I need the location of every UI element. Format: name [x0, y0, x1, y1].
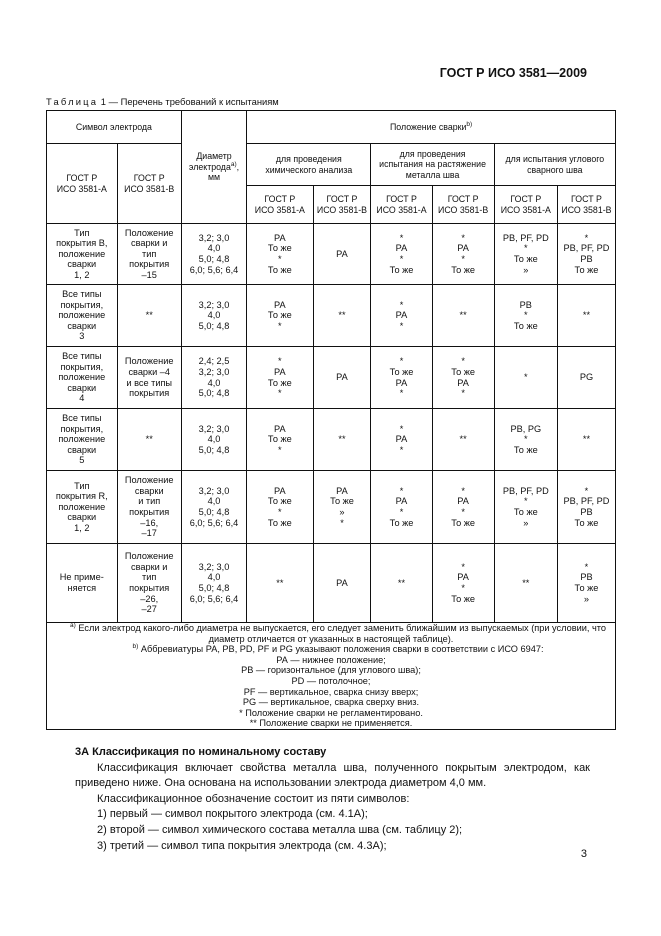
cell-electrode-type-b: ** [117, 409, 181, 471]
cell-electrode-type: Все типы покрытия, положение сварки 3 [47, 285, 118, 347]
section-list [75, 807, 590, 854]
note-a: $^{а)}$ Если электрод какого-либо диаметра не выпускается, его следует заменить ближайшим из выпускаемых (при условии, что диаметр отличается от указанных в настоящей таблице). [70, 621, 606, 644]
cell-tensile-gost-a: * То же РА * [371, 347, 432, 409]
cell-electrode-type-b: Положение сварки и тип покрытия –15 [117, 224, 181, 285]
header-tensile-test: для проведения испытания на растяжение металла шва [371, 144, 494, 186]
cell-chem-gost-b: ** [313, 409, 371, 471]
note-line: РА — нижнее положение; [276, 654, 386, 665]
document-code: ГОСТ Р ИСО 3581—2009 [439, 66, 587, 80]
cell-electrode-type-b: ** [117, 285, 181, 347]
cell-electrode-type-b: Положение сварки и тип покрытия –26, –27 [117, 544, 181, 623]
cell-fillet-gost-b: * РВ, РF, PD PB То же [557, 471, 615, 544]
table-caption [46, 96, 279, 107]
header-gost-a: ГОСТ Р ИСО 3581-А [47, 144, 118, 224]
table-row [47, 544, 616, 623]
cell-tensile-gost-b: * РА * То же [432, 471, 494, 544]
cell-fillet-gost-b: ** [557, 409, 615, 471]
cell-fillet-gost-a: РВ, PG * То же [494, 409, 557, 471]
cell-chem-gost-a: ** [247, 544, 313, 623]
note-line: ** Положение сварки не применяется. [249, 718, 413, 729]
cell-tensile-gost-b: * То же РА * [432, 347, 494, 409]
table-caption-label: Таблица [46, 96, 99, 107]
cell-tensile-gost-a: * РА * То же [371, 471, 432, 544]
list-item: 3) третий — символ типа покрытия электрода (см. 4.3А); [97, 839, 387, 852]
subheader-gost-a: ГОСТ Р ИСО 3581-А [494, 186, 557, 224]
cell-diameter: 3,2; 3,0 4,0 5,0; 4,8 [181, 285, 246, 347]
cell-chem-gost-a: РА То же * То же [247, 224, 313, 285]
cell-electrode-type-b: Положение сварки –4 и все типы покрытия [117, 347, 181, 409]
cell-chem-gost-a: * РА То же * [247, 347, 313, 409]
table-row [47, 347, 616, 409]
table-caption-number: 1 [100, 96, 106, 107]
section-title: 3А Классификация по номинальному составу [75, 746, 327, 758]
cell-fillet-gost-b: * PB То же » [557, 544, 615, 623]
section-paragraph: Классификационное обозначение состоит из пяти символов: [97, 792, 410, 805]
cell-fillet-gost-b: PG [557, 347, 615, 409]
note-line: PD — потолочное; [291, 675, 371, 686]
cell-chem-gost-a: РА То же * [247, 409, 313, 471]
cell-chem-gost-b: РА [313, 347, 371, 409]
cell-fillet-gost-a: ** [494, 544, 557, 623]
list-item: 1) первый — символ покрытого электрода (см. 4.1А); [97, 808, 368, 821]
table-body [47, 224, 616, 623]
note-line: PG — вертикальное, сварка сверху вниз. [242, 697, 420, 708]
note-line: PF — вертикальное, сварка снизу вверх; [243, 686, 419, 697]
table-notes [47, 623, 616, 730]
cell-electrode-type: Тип покрытия R, положение сварки 1, 2 [47, 471, 118, 544]
cell-fillet-gost-b: * РВ, РF, PD PB То же [557, 224, 615, 285]
table-row [47, 285, 616, 347]
cell-fillet-gost-a: РВ, РF, PD * То же » [494, 471, 557, 544]
cell-tensile-gost-b: * РА * То же [432, 224, 494, 285]
list-item: 2) второй — символ химического состава металла шва (см. таблицу 2); [97, 823, 463, 836]
cell-electrode-type: Все типы покрытия, положение сварки 5 [47, 409, 118, 471]
cell-fillet-gost-a: РВ * То же [494, 285, 557, 347]
subheader-gost-a: ГОСТ Р ИСО 3581-А [371, 186, 432, 224]
note-abbreviations [47, 655, 615, 729]
cell-fillet-gost-a: * [494, 347, 557, 409]
subheader-gost-b: ГОСТ Р ИСО 3581-В [557, 186, 615, 224]
cell-diameter: 3,2; 3,0 4,0 5,0; 4,8 6,0; 5,6; 6,4 [181, 544, 246, 623]
table-row [47, 471, 616, 544]
cell-tensile-gost-a: * РА * [371, 409, 432, 471]
note-line: * Положение сварки не регламентировано. [239, 707, 423, 718]
cell-diameter: 3,2; 3,0 4,0 5,0; 4,8 6,0; 5,6; 6,4 [181, 471, 246, 544]
cell-tensile-gost-a: * РА * [371, 285, 432, 347]
table-row [47, 224, 616, 285]
cell-electrode-type-b: Положение сварки и тип покрытия –16, –17 [117, 471, 181, 544]
table-caption-title: — Перечень требований к испытаниям [108, 96, 279, 107]
cell-electrode-type: Не приме- няется [47, 544, 118, 623]
cell-diameter: 3,2; 3,0 4,0 5,0; 4,8 [181, 409, 246, 471]
note-b: $^{b)}$ Аббревиатуры РА, РВ, PD, PF и PG указывают положения сварки в соответствии с ИСО 6947: [132, 643, 544, 655]
cell-electrode-type: Тип покрытия В, положение сварки 1, 2 [47, 224, 118, 285]
cell-tensile-gost-a: ** [371, 544, 432, 623]
cell-diameter: 2,4; 2,5 3,2; 3,0 4,0 5,0; 4,8 [181, 347, 246, 409]
header-gost-b: ГОСТ Р ИСО 3581-В [117, 144, 181, 224]
cell-chem-gost-b: РА [313, 224, 371, 285]
note-line: РВ — горизонтальное (для углового шва); [241, 665, 421, 676]
section-paragraph: Классификация включает свойства металла шва, полученного покрытым электродом, как приведено ниже. Она основана на использовании электрода диаметром 4,0 мм. [75, 761, 590, 790]
subheader-gost-a: ГОСТ Р ИСО 3581-А [247, 186, 313, 224]
cell-fillet-gost-a: РВ, РF, PD * То же » [494, 224, 557, 285]
header-electrode-symbol: Символ электрода [47, 111, 182, 144]
cell-chem-gost-b: ** [313, 285, 371, 347]
header-fillet-weld-test: для испытания углового сварного шва [494, 144, 615, 186]
cell-diameter: 3,2; 3,0 4,0 5,0; 4,8 6,0; 5,6; 6,4 [181, 224, 246, 285]
header-diameter: Диаметр электрода$^{а)}$, мм [181, 111, 246, 224]
header-welding-position: Положение сварки$^{b)}$ [247, 111, 616, 144]
cell-fillet-gost-b: ** [557, 285, 615, 347]
page-number: 3 [580, 848, 587, 860]
header-chemical-analysis: для проведения химического анализа [247, 144, 371, 186]
cell-tensile-gost-b: * РА * То же [432, 544, 494, 623]
table-row [47, 409, 616, 471]
cell-chem-gost-a: РА То же * То же [247, 471, 313, 544]
cell-electrode-type: Все типы покрытия, положение сварки 4 [47, 347, 118, 409]
cell-chem-gost-b: РА [313, 544, 371, 623]
cell-tensile-gost-b: ** [432, 409, 494, 471]
cell-tensile-gost-a: * РА * То же [371, 224, 432, 285]
subheader-gost-b: ГОСТ Р ИСО 3581-В [313, 186, 371, 224]
cell-chem-gost-a: РА То же * [247, 285, 313, 347]
section-3a [75, 745, 590, 854]
requirements-table [46, 110, 616, 730]
cell-tensile-gost-b: ** [432, 285, 494, 347]
subheader-gost-b: ГОСТ Р ИСО 3581-В [432, 186, 494, 224]
cell-chem-gost-b: РА То же » * [313, 471, 371, 544]
